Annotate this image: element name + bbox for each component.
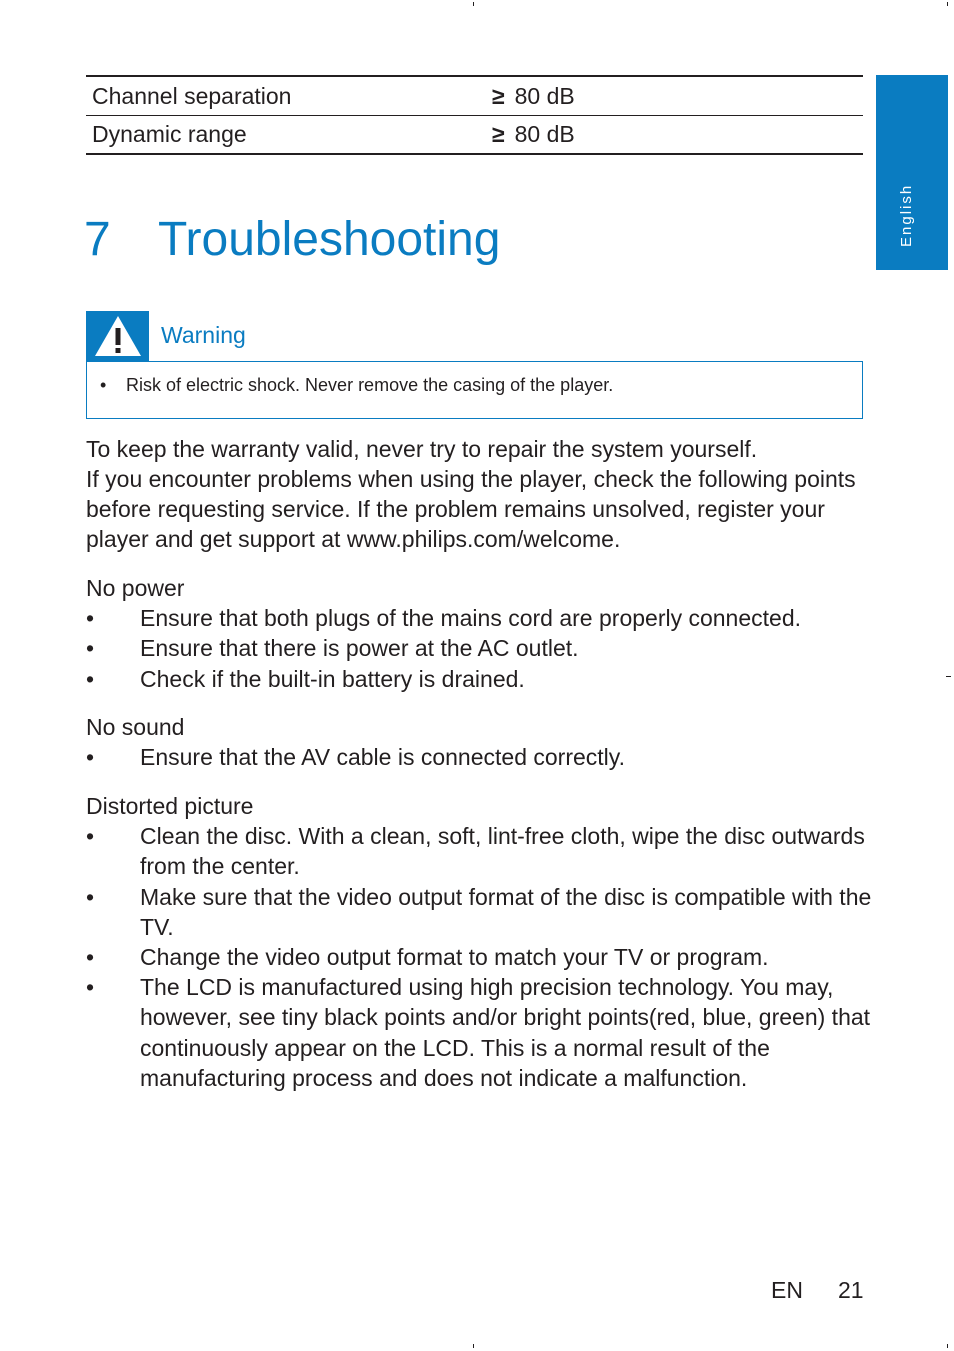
bullet: •	[86, 635, 95, 662]
bullet: •	[100, 375, 107, 395]
spec-name: Channel separation	[92, 82, 292, 109]
footer-language: EN	[771, 1277, 803, 1303]
warning-icon-box	[86, 311, 149, 361]
spec-value-text: 80 dB	[514, 121, 575, 147]
list-item-text: Make sure that the video output format of the disc is compatible with the TV.	[140, 883, 872, 940]
bullet: •	[86, 974, 95, 1001]
spec-symbol: ≥	[492, 121, 505, 147]
list-item-text: Clean the disc. With a clean, soft, lint-free cloth, wipe the disc outwards from the center.	[140, 823, 865, 880]
list-item-text: Ensure that there is power at the AC outlet.	[140, 635, 579, 662]
warning-item	[100, 375, 613, 396]
section-distorted-picture	[86, 791, 876, 1093]
spec-value	[492, 83, 575, 110]
crop-mark	[946, 676, 951, 677]
intro-paragraph: If you encounter problems when using the player, check the following points before requesting service. If the problem remains unsolved, register your player and get support at www.philips.com/welcome.	[86, 466, 856, 552]
warning-triangle-icon	[93, 314, 143, 358]
section-no-power	[86, 573, 876, 694]
list-item	[86, 742, 876, 772]
intro-paragraph: To keep the warranty valid, never try to repair the system yourself.	[86, 436, 758, 462]
section-list	[86, 603, 876, 694]
intro-text	[86, 434, 876, 554]
page-number: 21	[838, 1277, 864, 1303]
bullet: •	[86, 944, 95, 971]
list-item-text: Ensure that the AV cable is connected correctly.	[140, 744, 625, 771]
section-list	[86, 742, 876, 772]
bullet: •	[86, 605, 95, 632]
list-item	[86, 633, 876, 663]
crop-mark	[473, 2, 474, 6]
list-item	[86, 882, 876, 942]
spec-row	[86, 115, 863, 153]
spec-name: Dynamic range	[92, 121, 247, 147]
list-item-text: The LCD is manufactured using high precision technology. You may, however, see tiny black points and/or bright points(red, blue, green) that continuously appear on the LCD. This is a normal result of the manufacturing process and does not indicate a malfunction.	[140, 974, 871, 1091]
list-item-text: Check if the built-in battery is drained.	[140, 665, 525, 692]
crop-mark	[473, 1344, 474, 1348]
section-list	[86, 821, 876, 1093]
section-no-sound	[86, 712, 876, 772]
spec-table	[86, 75, 863, 155]
language-tab-label: English	[898, 183, 915, 247]
bullet: •	[86, 883, 95, 910]
list-item	[86, 603, 876, 633]
crop-mark	[947, 1344, 948, 1348]
spec-value	[492, 121, 575, 148]
list-item	[86, 972, 876, 1093]
warning-title: Warning	[161, 322, 246, 348]
bullet: •	[86, 823, 95, 850]
section-heading: Distorted picture	[86, 793, 254, 819]
spec-symbol: ≥	[492, 82, 505, 109]
list-item	[86, 942, 876, 972]
section-heading: No power	[86, 575, 185, 601]
chapter-number: 7	[84, 213, 111, 266]
section-heading: No sound	[86, 714, 185, 740]
list-item-text: Ensure that both plugs of the mains cord are properly connected.	[140, 605, 802, 632]
spec-value-text: 80 dB	[514, 82, 575, 109]
list-item	[86, 664, 876, 694]
list-item	[86, 821, 876, 881]
bullet: •	[86, 744, 95, 771]
chapter-heading	[84, 212, 500, 267]
bullet: •	[86, 665, 95, 692]
chapter-title: Troubleshooting	[158, 213, 501, 266]
language-tab	[876, 75, 948, 270]
list-item-text: Change the video output format to match your TV or program.	[140, 944, 769, 971]
crop-mark	[947, 2, 948, 6]
warning-item-text: Risk of electric shock. Never remove the casing of the player.	[126, 375, 614, 395]
spec-row	[86, 77, 863, 115]
